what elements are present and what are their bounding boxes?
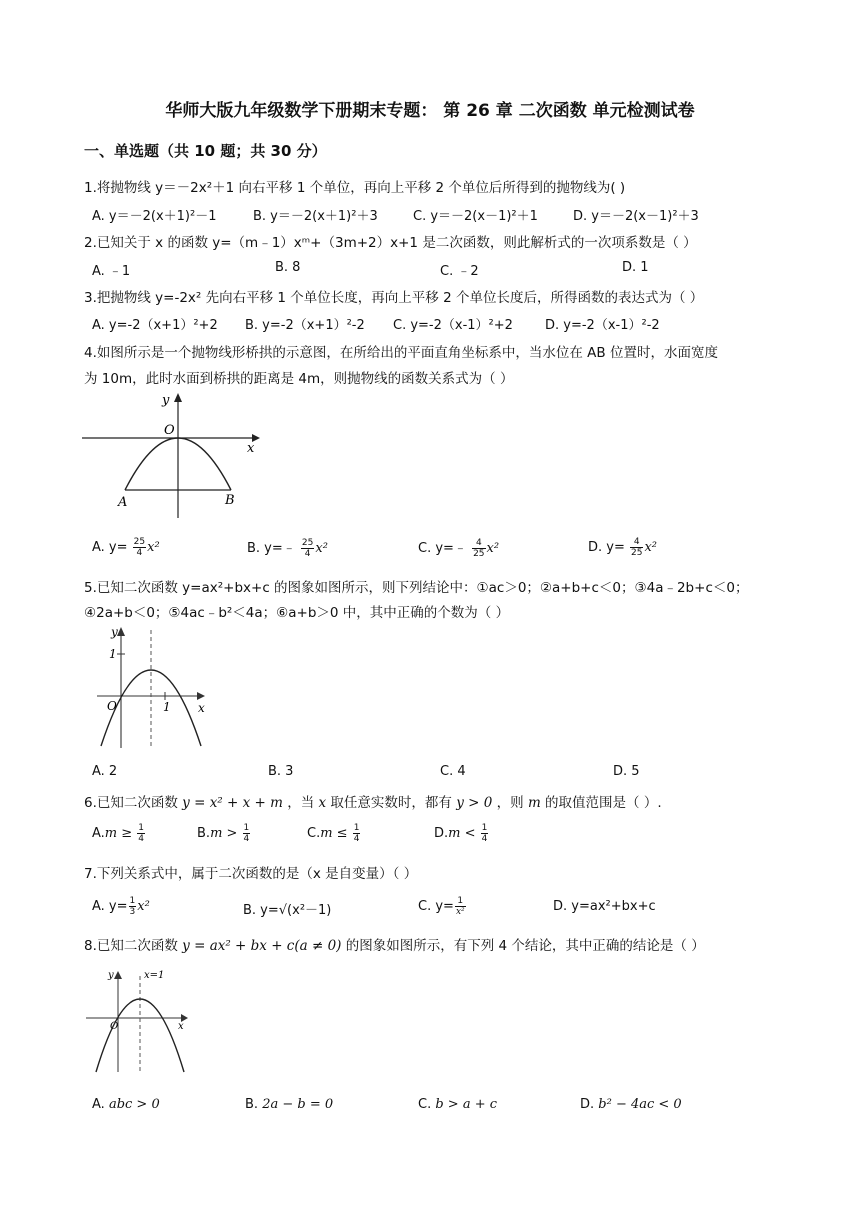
q4-b-prefix: B. y=﹣ [247, 541, 296, 556]
q4-a-x2: x² [147, 540, 160, 555]
fig4-label-origin: O [164, 423, 175, 438]
q6-stem-m: m [527, 795, 541, 811]
fig4-label-a: A [118, 495, 128, 510]
q4-a-numerator: 25 [133, 537, 146, 547]
q6-b-numerator: 1 [243, 823, 250, 833]
q6-stem-prefix: 6.已知二次函数 [84, 795, 183, 811]
question-1-stem: 1.将抛物线 y＝－2x²＋1 向右平移 1 个单位，再向上平移 2 个单位后所得到的抛物线为( ) [84, 180, 626, 196]
q6-a-relation: m ≥ [104, 826, 137, 841]
fig8-label-origin: O [110, 1021, 119, 1032]
q7-a-prefix: A. y= [92, 899, 128, 914]
bridge-arch-figure [80, 390, 265, 520]
q4-a-prefix: A. y= [92, 540, 128, 555]
q5-option-c: C. 4 [440, 764, 466, 779]
q7-option-c [418, 896, 467, 917]
q7-a-numerator: 1 [129, 896, 136, 906]
q4-option-b [247, 537, 328, 559]
q8-stem-prefix: 8.已知二次函数 [84, 938, 183, 954]
q7-c-fraction [455, 896, 466, 917]
section-heading: 一、单选题（共 10 题；共 30 分） [84, 142, 327, 160]
q6-d-relation: m < [448, 826, 480, 841]
q8-option-d [580, 1097, 682, 1112]
q8-a-expression: abc > 0 [108, 1097, 160, 1112]
question-6-stem [84, 791, 662, 811]
q6-b-fraction [243, 823, 251, 844]
q6-c-fraction [353, 823, 361, 844]
question-5-stem-line2: ④2a+b＜0；⑤4ac﹣b²＜4a；⑥a+b＞0 中，其中正确的个数为（ ） [84, 605, 510, 621]
q4-d-denominator: 25 [631, 548, 643, 558]
q6-stem-x: x [318, 795, 327, 811]
q2-option-b: B. 8 [275, 260, 301, 275]
q6-d-numerator: 1 [481, 823, 488, 833]
q4-c-x2: x² [486, 541, 500, 556]
q4-c-denominator: 25 [473, 549, 485, 559]
q8-function-expression: y = ax² + bx + c(a ≠ 0) [182, 938, 342, 954]
q6-stem-mid2: 取任意实数时，都有 [326, 795, 457, 811]
q1-option-c: C. y＝－2(x－1)²＋1 [413, 209, 538, 224]
q8-parabola-figure [84, 966, 194, 1074]
q6-c-relation: m ≤ [320, 826, 352, 841]
q8-b-expression: 2a − b = 0 [262, 1097, 334, 1112]
y-axis-arrow [114, 971, 122, 979]
fig4-label-x: x [247, 441, 255, 456]
question-5-stem-line1: 5.已知二次函数 y=ax²+bx+c 的图象如图所示，则下列结论中：①ac＞0；②a+b+c＜0；③4a﹣2b+c＜0； [84, 580, 749, 596]
q3-option-a: A. y=-2（x+1）²+2 [92, 318, 218, 333]
q6-b-prefix: B. [197, 826, 211, 841]
q6-option-b [197, 823, 251, 844]
fig5-label-one-y: 1 [109, 647, 117, 661]
q4-d-fraction [630, 537, 643, 558]
document-title: 华师大版九年级数学下册期末专题： 第 26 章 二次函数 单元检测试卷 [165, 101, 695, 121]
question-7-stem: 7.下列关系式中，属于二次函数的是（x 是自变量）（ ） [84, 866, 418, 882]
question-2-stem: 2.已知关于 x 的函数 y=（m﹣1）xᵐ+（3m+2）x+1 是二次函数，则此解析式的一次项系数是（ ） [84, 235, 697, 251]
question-3-stem: 3.把抛物线 y=-2x² 先向右平移 1 个单位长度，再向上平移 2 个单位长度后，所得函数的表达式为（ ） [84, 290, 704, 306]
q7-option-d: D. y=ax²+bx+c [553, 899, 656, 914]
q6-a-prefix: A. [92, 826, 105, 841]
q6-c-denominator: 4 [353, 834, 360, 844]
q8-option-a [92, 1097, 160, 1112]
q7-option-a [92, 896, 150, 917]
q7-c-denominator: x² [455, 907, 465, 917]
q6-c-numerator: 1 [353, 823, 360, 833]
q8-c-expression: b > a + c [435, 1097, 498, 1112]
fig5-label-x: x [198, 701, 205, 715]
q6-condition: y > 0 [456, 795, 493, 811]
q3-option-d: D. y=-2（x-1）²-2 [545, 318, 660, 333]
q6-a-numerator: 1 [138, 823, 145, 833]
q4-option-c [418, 537, 499, 559]
q4-b-denominator: 4 [304, 549, 311, 559]
q6-d-fraction [481, 823, 489, 844]
q3-option-c: C. y=-2（x-1）²+2 [393, 318, 513, 333]
q6-function-expression: y = x² + x + m [182, 795, 283, 811]
q1-option-b: B. y＝－2(x＋1)²＋3 [253, 209, 378, 224]
q4-d-x2: x² [644, 540, 658, 555]
q5-option-a: A. 2 [92, 764, 118, 779]
q4-c-fraction [472, 538, 485, 559]
q4-option-d [588, 537, 657, 558]
question-4-stem-line2: 为 10m，此时水面到桥拱的距离是 4m，则抛物线的函数关系式为（ ） [84, 371, 514, 387]
q5-parabola-figure [95, 622, 210, 752]
q3-option-b: B. y=-2（x+1）²-2 [245, 318, 365, 333]
q2-option-a: A. ﹣1 [92, 264, 131, 279]
q6-option-d [434, 823, 489, 844]
question-4-stem-line1: 4.如图所示是一个抛物线形桥拱的示意图，在所给出的平面直角坐标系中，当水位在 AB 位置时，水面宽度 [84, 345, 718, 361]
q4-a-denominator: 4 [136, 548, 143, 558]
q4-b-fraction [301, 538, 314, 559]
q7-c-numerator: 1 [455, 896, 466, 907]
q4-c-prefix: C. y=﹣ [418, 541, 467, 556]
q7-a-x2: x² [137, 899, 150, 914]
q6-a-fraction [137, 823, 145, 844]
q6-option-a [92, 823, 146, 844]
fig5-label-one-x: 1 [163, 700, 171, 714]
q4-option-a [92, 537, 160, 558]
q4-c-numerator: 4 [472, 538, 485, 549]
q8-a-prefix: A. [92, 1097, 109, 1112]
q5-option-d: D. 5 [613, 764, 640, 779]
q7-option-b: B. y=√(x²－1) [243, 903, 332, 918]
q6-b-relation: m > [210, 826, 242, 841]
q4-d-prefix: D. y= [588, 540, 625, 555]
fig8-label-axis: x=1 [144, 970, 165, 981]
q4-a-fraction [133, 537, 146, 558]
fig4-label-b: B [225, 493, 235, 508]
q8-option-b [245, 1097, 333, 1112]
q8-d-expression: b² − 4ac < 0 [598, 1097, 682, 1112]
q6-stem-mid3: ，则 [492, 795, 528, 811]
fig5-label-y: y [111, 625, 118, 639]
q6-d-prefix: D. [434, 826, 449, 841]
q8-d-prefix: D. [580, 1097, 599, 1112]
q1-option-d: D. y＝－2(x－1)²＋3 [573, 209, 699, 224]
q6-a-denominator: 4 [138, 834, 145, 844]
q1-option-a: A. y＝－2(x＋1)²－1 [92, 209, 217, 224]
q6-b-denominator: 4 [243, 834, 250, 844]
q6-d-denominator: 4 [481, 834, 488, 844]
q7-c-prefix: C. y= [418, 899, 454, 914]
q7-a-fraction [129, 896, 137, 917]
q8-c-prefix: C. [418, 1097, 436, 1112]
q6-option-c [307, 823, 361, 844]
q6-stem-end: 的取值范围是（ ）. [540, 795, 662, 811]
fig8-label-y: y [108, 970, 114, 981]
question-8-stem [84, 934, 705, 954]
fig8-label-x: x [178, 1021, 184, 1032]
q4-d-numerator: 4 [630, 537, 643, 548]
q2-option-c: C. ﹣2 [440, 264, 479, 279]
fig4-label-y: y [162, 393, 170, 408]
x-axis-arrow [197, 692, 205, 700]
y-axis-arrow [174, 393, 182, 402]
y-axis-arrow [117, 627, 125, 636]
q8-stem-end: 的图象如图所示，有下列 4 个结论，其中正确的结论是（ ） [341, 938, 705, 954]
q8-option-c [418, 1097, 497, 1112]
q2-option-d: D. 1 [622, 260, 649, 275]
q7-a-denominator: 3 [129, 907, 136, 917]
q5-option-b: B. 3 [268, 764, 294, 779]
q4-b-x2: x² [315, 541, 328, 556]
q4-b-numerator: 25 [301, 538, 314, 548]
q6-c-prefix: C. [307, 826, 321, 841]
q6-stem-mid: ，当 [282, 795, 319, 811]
q8-b-prefix: B. [245, 1097, 263, 1112]
fig5-label-origin: O [107, 699, 117, 713]
